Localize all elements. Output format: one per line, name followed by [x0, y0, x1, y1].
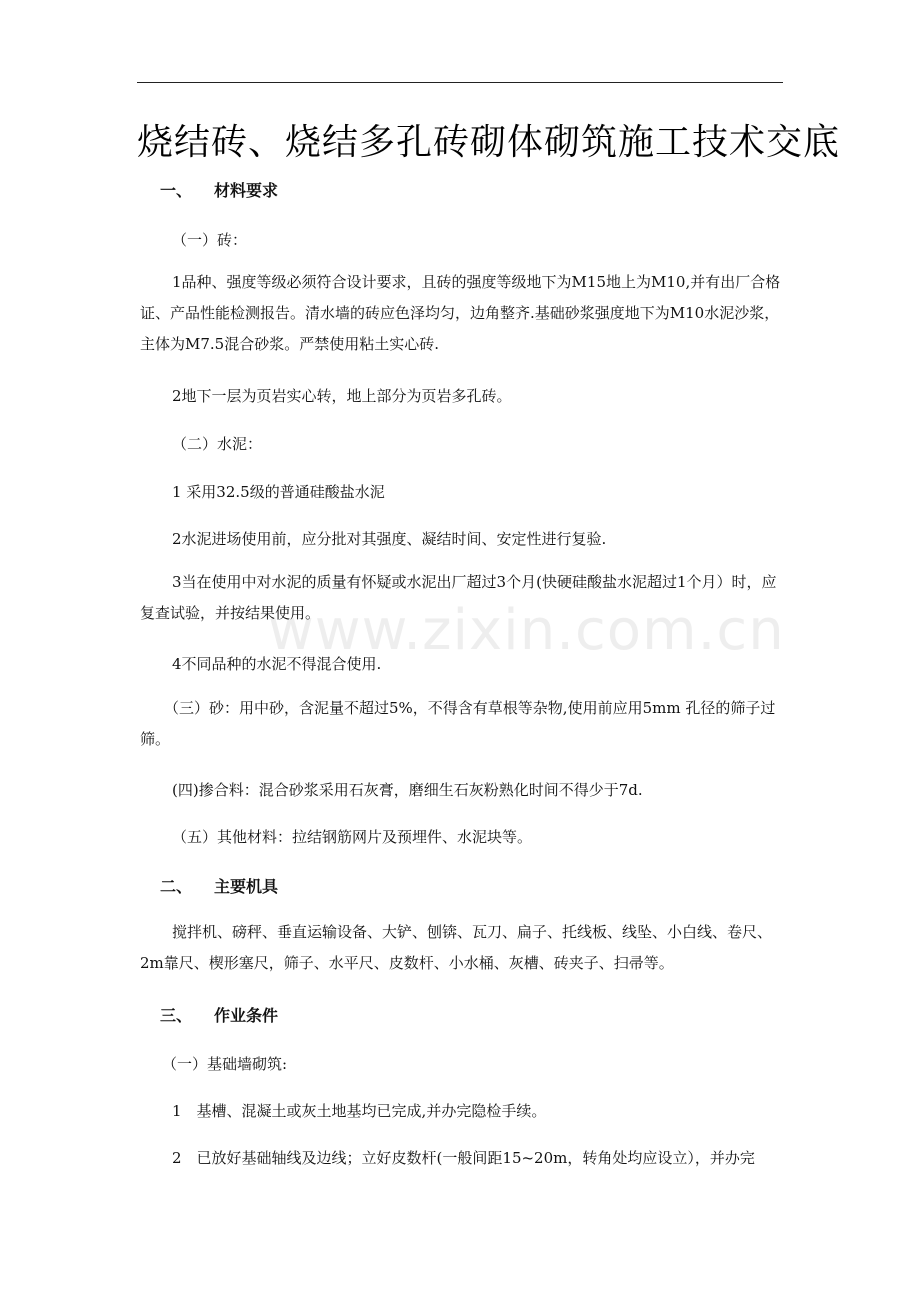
paragraph-admixture: (四)掺合料：混合砂浆采用石灰膏，磨细生石灰粉熟化时间不得少于7d.	[172, 781, 643, 799]
paragraph-axis-lines: 2 已放好基础轴线及边线；立好皮数杆(一般间距15~20m，转角处均应设立），并办完	[172, 1149, 755, 1167]
paragraph-cement-quality: 3当在使用中对水泥的质量有怀疑或水泥出厂超过3个月(快硬硅酸盐水泥超过1个月）时，应复查试验，并按结果使用。	[140, 573, 777, 622]
paragraph-foundation-trench: 1 基槽、混凝土或灰土地基均已完成,并办完隐检手续。	[172, 1102, 547, 1120]
paragraph-cement-testing: 2水泥进场使用前，应分批对其强度、凝结时间、安定性进行复验.	[172, 530, 607, 548]
paragraph-other-materials: （五）其他材料：拉结钢筋网片及预埋件、水泥块等。	[172, 828, 533, 846]
section-heading-conditions	[160, 1003, 278, 1026]
section-heading-tools	[160, 874, 278, 897]
header-rule	[137, 82, 783, 83]
paragraph-brick-type: 2地下一层为页岩实心转，地上部分为页岩多孔砖。	[172, 387, 512, 405]
paragraph-sand: （三）砂：用中砂，含泥量不超过5%，不得含有草根等杂物,使用前应用5mm 孔径的筛子过筛。	[140, 699, 776, 748]
subheading-foundation-wall: （一）基础墙砌筑:	[162, 1055, 288, 1073]
watermark-text: www.zixin.com.cn	[268, 598, 785, 663]
section-label: 主要机具	[214, 877, 279, 896]
subheading-bricks: （一）砖：	[172, 231, 248, 249]
section-number: 三、	[160, 1006, 193, 1025]
paragraph-cement-grade: 1 采用32.5级的普通硅酸盐水泥	[172, 483, 385, 501]
section-label: 作业条件	[214, 1006, 279, 1025]
subheading-cement: （二）水泥：	[172, 435, 263, 453]
paragraph-tools-list: 搅拌机、磅秤、垂直运输设备、大铲、刨锛、瓦刀、扁子、托线板、线坠、小白线、卷尺、2m靠尺、楔形塞尺，筛子、水平尺、皮数杆、小水桶、灰槽、砖夹子、扫帚等。	[140, 923, 773, 972]
section-number: 一、	[160, 181, 193, 200]
paragraph-cement-mixing: 4不同品种的水泥不得混合使用.	[172, 655, 382, 673]
section-number: 二、	[160, 877, 193, 896]
document-title: 烧结砖、烧结多孔砖砌体砌筑施工技术交底	[137, 122, 841, 163]
paragraph-brick-grade: 1品种、强度等级必须符合设计要求，且砖的强度等级地下为M15地上为M10,并有出厂合格证、产品性能检测报告。清水墙的砖应色泽均匀，边角整齐.基础砂浆强度地下为M10水泥沙浆，主体为M7.5混合砂浆。严禁使用粘土实心砖.	[140, 273, 781, 353]
section-label: 材料要求	[214, 181, 279, 200]
section-heading-materials	[160, 178, 278, 201]
